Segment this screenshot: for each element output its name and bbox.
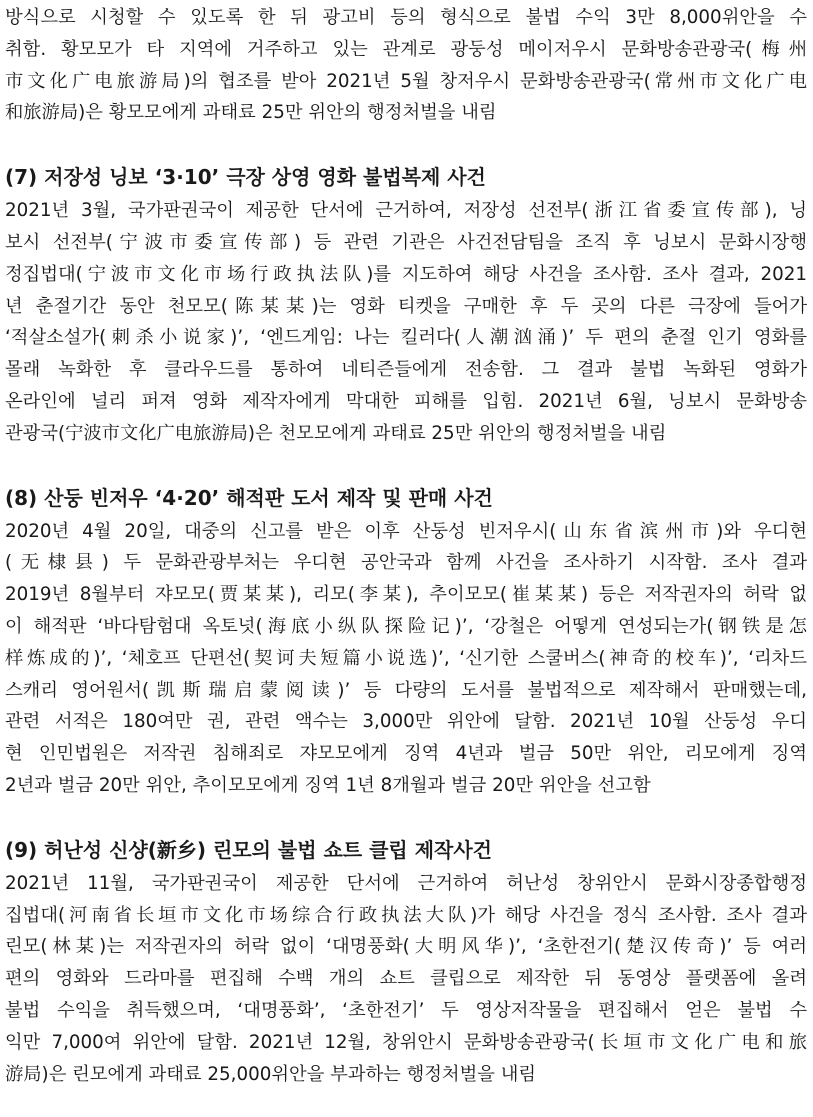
text-line: 관련 서적은 180여만 권, 관련 액수는 3,000만 위안에 달함. 2021년 10월 산둥성 우디 (5, 711, 807, 733)
text-line: 방식으로 시청할 수 있도록 한 뒤 광고비 등의 형식으로 불법 수익 3만 8,000위안을 수 (5, 7, 807, 28)
text-line: 불법 수익을 취득했으며, ‘대명풍화’, ‘초한전기’ 두 영상저작물을 편집해서 얻은 불법 수 (5, 999, 807, 1021)
lead-paragraph-block (5, 2, 807, 129)
section-heading: (9) 허난성 신샹(新乡) 린모의 불법 쇼트 클립 제작사건 (5, 837, 492, 862)
section-paragraph (5, 195, 807, 449)
text-line: 2020년 4월 20일, 대중의 신고를 받은 이후 산둥성 빈저우시(山东省滨州市)와 우디현 (5, 520, 807, 542)
section-case-9 (5, 835, 807, 1091)
text-line: 스캐리 영어원서(凯斯瑞启蒙阅读)’ 등 다량의 도서를 불법적으로 제작해서 판매했는데, (5, 679, 807, 701)
text-line: 和旅游局)은 황모모에게 과태료 25만 위안의 행정처벌을 내림 (5, 102, 497, 124)
text-line: 온라인에 널리 퍼져 영화 제작자에게 막대한 피해를 입힘. 2021년 6월, 닝보시 문화방송 (5, 390, 807, 412)
text-line: 편의 영화와 드라마를 편집해 수백 개의 쇼트 클립으로 제작한 뒤 동영상 플랫폼에 올려 (5, 968, 807, 990)
text-line: 익만 7,000여 위안에 달함. 2021년 12월, 창위안시 문화방송관광국(长垣市文化广电和旅 (5, 1031, 807, 1053)
text-line: (无棣县) 두 문화관광부처는 우디현 공안국과 함께 사건을 조사하기 시작함. 조사 결과 (5, 552, 807, 574)
text-line: 관광국(宁波市文化广电旅游局)은 천모모에게 과태료 25만 위안의 행정처벌을 내림 (5, 422, 667, 444)
text-line: 2019년 8월부터 쟈모모(贾某某), 리모(李某), 추이모모(崔某某) 등은 저작권자의 허락 없 (5, 584, 807, 606)
section-case-7 (5, 162, 807, 449)
text-line: 2021년 11월, 국가판권국이 제공한 단서에 근거하여 허난성 창위안시 문화시장종합행정 (5, 872, 807, 894)
text-line: 린모(林某)는 저작권자의 허락 없이 ‘대명풍화(大明风华)’, ‘초한전기(楚汉传奇)’ 등 여러 (5, 936, 807, 958)
section-heading: (7) 저장성 닝보 ‘3·10’ 극장 상영 영화 불법복제 사건 (5, 165, 486, 190)
text-line: 년 춘절기간 동안 천모모(陈某某)는 영화 티켓을 구매한 후 두 곳의 다른 극장에 들어가 (5, 295, 807, 317)
text-line: 이 해적판 ‘바다탐험대 옥토넛(海底小纵队探险记)’, ‘강철은 어떻게 연성되는가(钢铁是怎 (5, 615, 807, 637)
text-line: 정집법대(宁波市文化市场行政执法队)를 지도하여 해당 사건을 조사함. 조사 결과, 2021 (5, 263, 807, 285)
text-line: 현 인민법원은 저작권 침해죄로 쟈모모에게 징역 4년과 벌금 50만 위안, 리모에게 징역 (5, 743, 807, 765)
text-line: 2년과 벌금 20만 위안, 추이모모에게 징역 1년 8개월과 벌금 20만 위안을 선고함 (5, 774, 651, 796)
text-line: 보시 선전부(宁波市委宣传部) 등 관련 기관은 사건전담팀을 조직 후 닝보시 문화시장행 (5, 231, 807, 253)
section-case-8 (5, 483, 807, 802)
text-line: 市文化广电旅游局)의 협조를 받아 2021년 5월 창저우시 문화방송관광국(常州市文化广电 (5, 70, 807, 92)
text-line: 몰래 녹화한 후 클라우드를 통하여 네티즌들에게 전송함. 그 결과 불법 녹화된 영화가 (5, 359, 807, 381)
section-paragraph (5, 868, 807, 1091)
text-line: ‘적살소설가(刺杀小说家)’, ‘엔드게임: 나는 킬러다(人潮汹涌)’ 두 편의 춘절 인기 영화를 (5, 327, 807, 349)
text-line: 样炼成的)’, ‘체호프 단편선(契诃夫短篇小说选)’, ‘신기한 스쿨버스(神奇的校车)’, ‘리차드 (5, 647, 807, 669)
text-line: 집법대(河南省长垣市文化市场综合行政执法大队)가 해당 사건을 정식 조사함. 조사 결과 (5, 904, 807, 926)
text-line: 游局)은 린모에게 과태료 25,000위안을 부과하는 행정처벌을 내림 (5, 1063, 537, 1085)
text-line: 2021년 3월, 국가판권국이 제공한 단서에 근거하여, 저장성 선전부(浙江省委宣传部), 닝 (5, 200, 807, 222)
lead-paragraph (5, 2, 807, 129)
section-paragraph (5, 516, 807, 802)
section-heading: (8) 산둥 빈저우 ‘4·20’ 해적판 도서 제작 및 판매 사건 (5, 485, 493, 510)
text-line: 취함. 황모모가 타 지역에 거주하고 있는 관계로 광둥성 메이저우시 문화방송관광국(梅州 (5, 38, 807, 60)
